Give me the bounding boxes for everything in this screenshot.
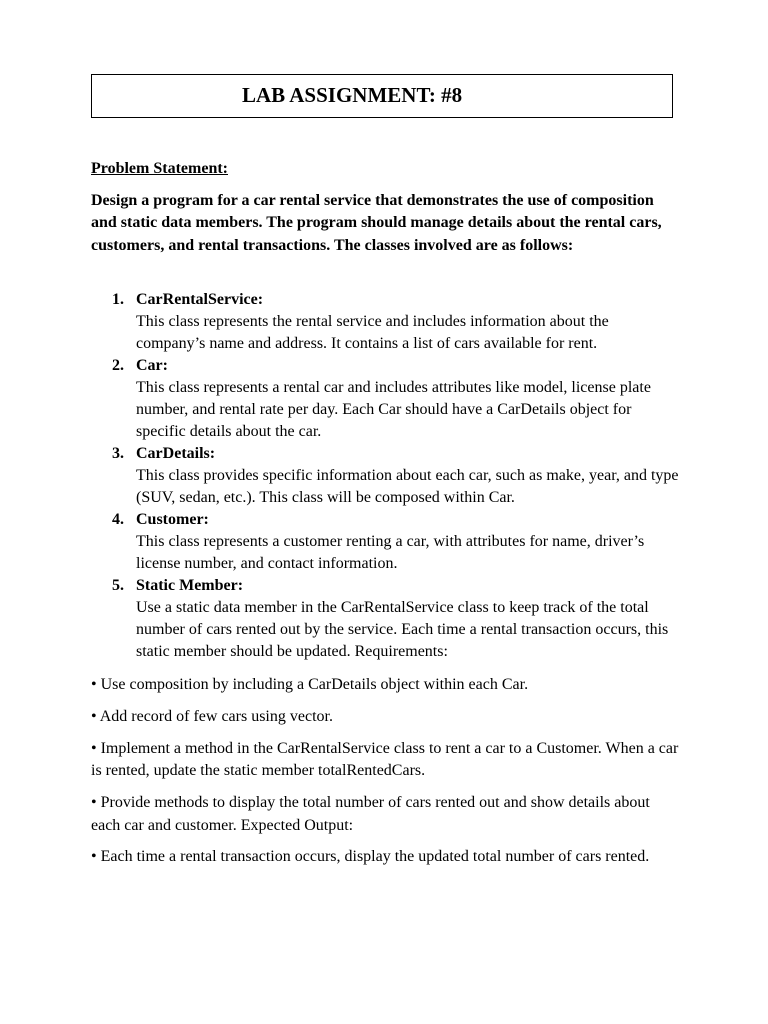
list-item-number: 4.: [112, 511, 124, 528]
list-item-number: 2.: [112, 357, 124, 374]
list-item-description: This class provides specific information about each car, such as make, year, and type (SUV, sedan, etc.). This class will be composed within Car.: [136, 467, 679, 506]
list-item: [91, 355, 681, 443]
list-item-number: 1.: [112, 291, 124, 308]
class-list: [91, 289, 681, 663]
list-item-description: This class represents a rental car and includes attributes like model, license plate number, and rental rate per day. Each Car should have a CarDetails object for specific details about the car.: [136, 379, 651, 440]
assignment-title: LAB ASSIGNMENT: #8: [242, 83, 463, 107]
list-item-heading: Customer:: [136, 511, 209, 528]
title-box: [91, 74, 673, 118]
list-item-description: This class represents a customer renting a car, with attributes for name, driver’s license number, and contact information.: [136, 533, 645, 572]
list-item: [91, 289, 681, 355]
list-item-description: This class represents the rental service and includes information about the company’s name and address. It contains a list of cars available for rent.: [136, 313, 609, 352]
list-item-heading: Static Member:: [136, 577, 244, 594]
list-item-description: Use a static data member in the CarRentalService class to keep track of the total number of cars rented out by the service. Each time a rental transaction occurs, this static member should be updated. Requirements:: [136, 599, 669, 660]
list-item: [91, 575, 681, 663]
list-item-number: 3.: [112, 445, 124, 462]
problem-statement-heading: Problem Statement:: [91, 160, 228, 177]
requirement-bullet: • Provide methods to display the total number of cars rented out and show details about each car and customer. Expected Output:: [91, 794, 650, 834]
requirement-bullet: • Add record of few cars using vector.: [91, 707, 333, 725]
requirement-bullet: • Implement a method in the CarRentalService class to rent a car to a Customer. When a car is rented, update the static member totalRentedCars.: [91, 739, 679, 780]
list-item-heading: CarDetails:: [136, 445, 216, 462]
list-item: [91, 509, 681, 575]
problem-intro: Design a program for a car rental service that demonstrates the use of composition and static data members. The program should manage details about the rental cars, customers, and rental transactions. The classes involved are as follows:: [91, 192, 662, 254]
requirement-bullet: • Each time a rental transaction occurs, display the updated total number of cars rented.: [91, 848, 650, 866]
requirements-list: [91, 674, 681, 878]
list-item-heading: Car:: [136, 357, 168, 374]
list-item-number: 5.: [112, 577, 124, 594]
requirement-bullet: • Use composition by including a CarDetails object within each Car.: [91, 676, 529, 693]
list-item: [91, 443, 681, 509]
list-item-heading: CarRentalService:: [136, 291, 264, 308]
